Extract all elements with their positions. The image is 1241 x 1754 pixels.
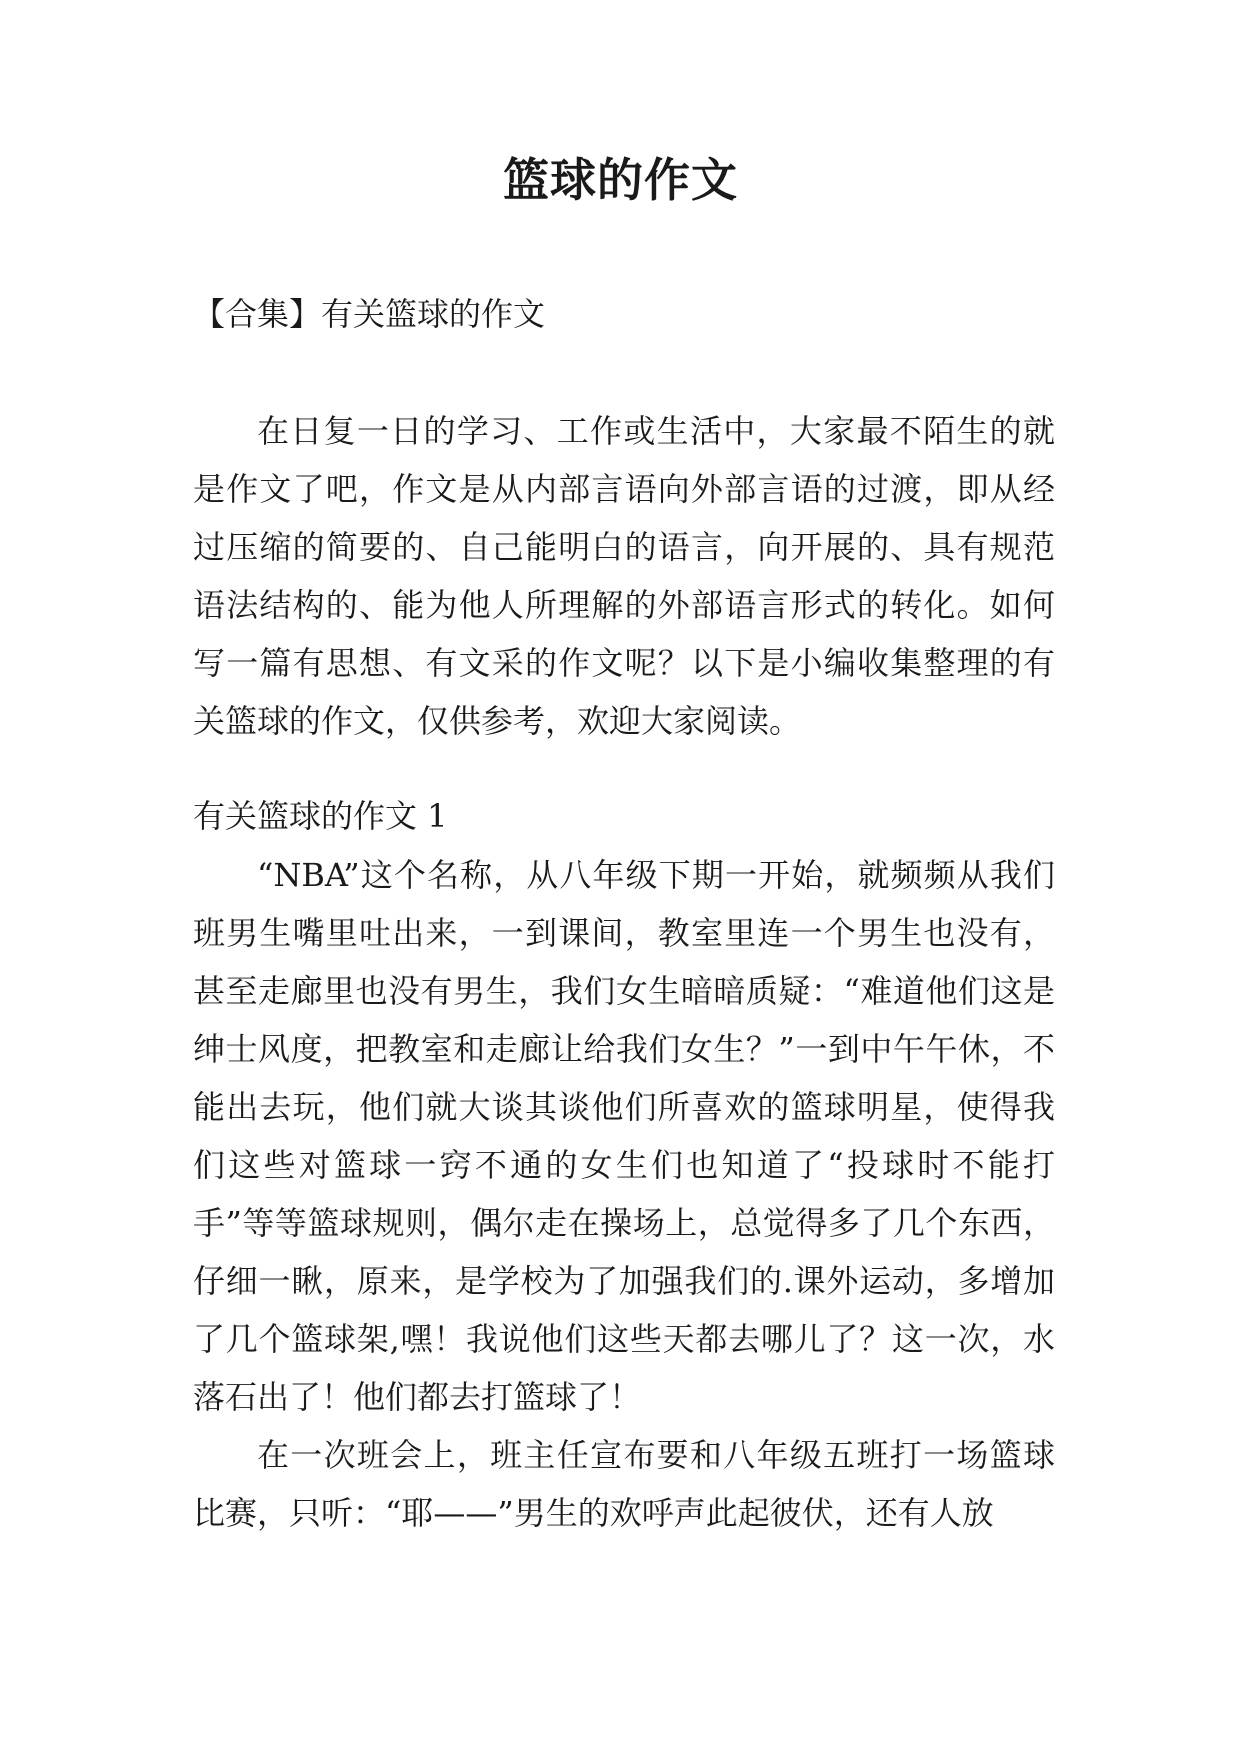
section-heading: 有关篮球的作文 1 [193, 797, 448, 835]
body-paragraph: 在一次班会上，班主任宣布要和八年级五班打一场篮球比赛，只听：“耶——”男生的欢呼声此起彼伏，还有人放 [193, 1436, 1055, 1532]
body-paragraph: “NBA”这个名称，从八年级下期一开始，就频频从我们班男生嘴里吐出来，一到课间，教室里连一个男生也没有，甚至走廊里也没有男生，我们女生暗暗质疑：“难道他们这是绅士风度，把教室和走廊让给我们女生？”一到中午午休，不能出去玩，他们就大谈其谈他们所喜欢的篮球明星，使得我们这些对篮球一窍不通的女生们也知道了“投球时不能打手”等等篮球规则，偶尔走在操场上，总觉得多了几个东西，仔细一瞅，原来，是学校为了加强我们的.课外运动，多增加了几个篮球架,嘿！我说他们这些天都去哪儿了？这一次，水落石出了！他们都去打篮球了！ [193, 856, 1055, 1416]
intro-section [193, 402, 1055, 750]
document-subtitle: 【合集】有关篮球的作文 [193, 295, 546, 333]
intro-paragraph: 在日复一日的学习、工作或生活中，大家最不陌生的就是作文了吧，作文是从内部言语向外部言语的过渡，即从经过压缩的简要的、自己能明白的语言，向开展的、具有规范语法结构的、能为他人所理解的外部语言形式的转化。如何写一篇有思想、有文采的作文呢？以下是小编收集整理的有关篮球的作文，仅供参考，欢迎大家阅读。 [193, 412, 1055, 740]
document-title: 篮球的作文 [503, 153, 738, 207]
section-body [193, 846, 1055, 1542]
